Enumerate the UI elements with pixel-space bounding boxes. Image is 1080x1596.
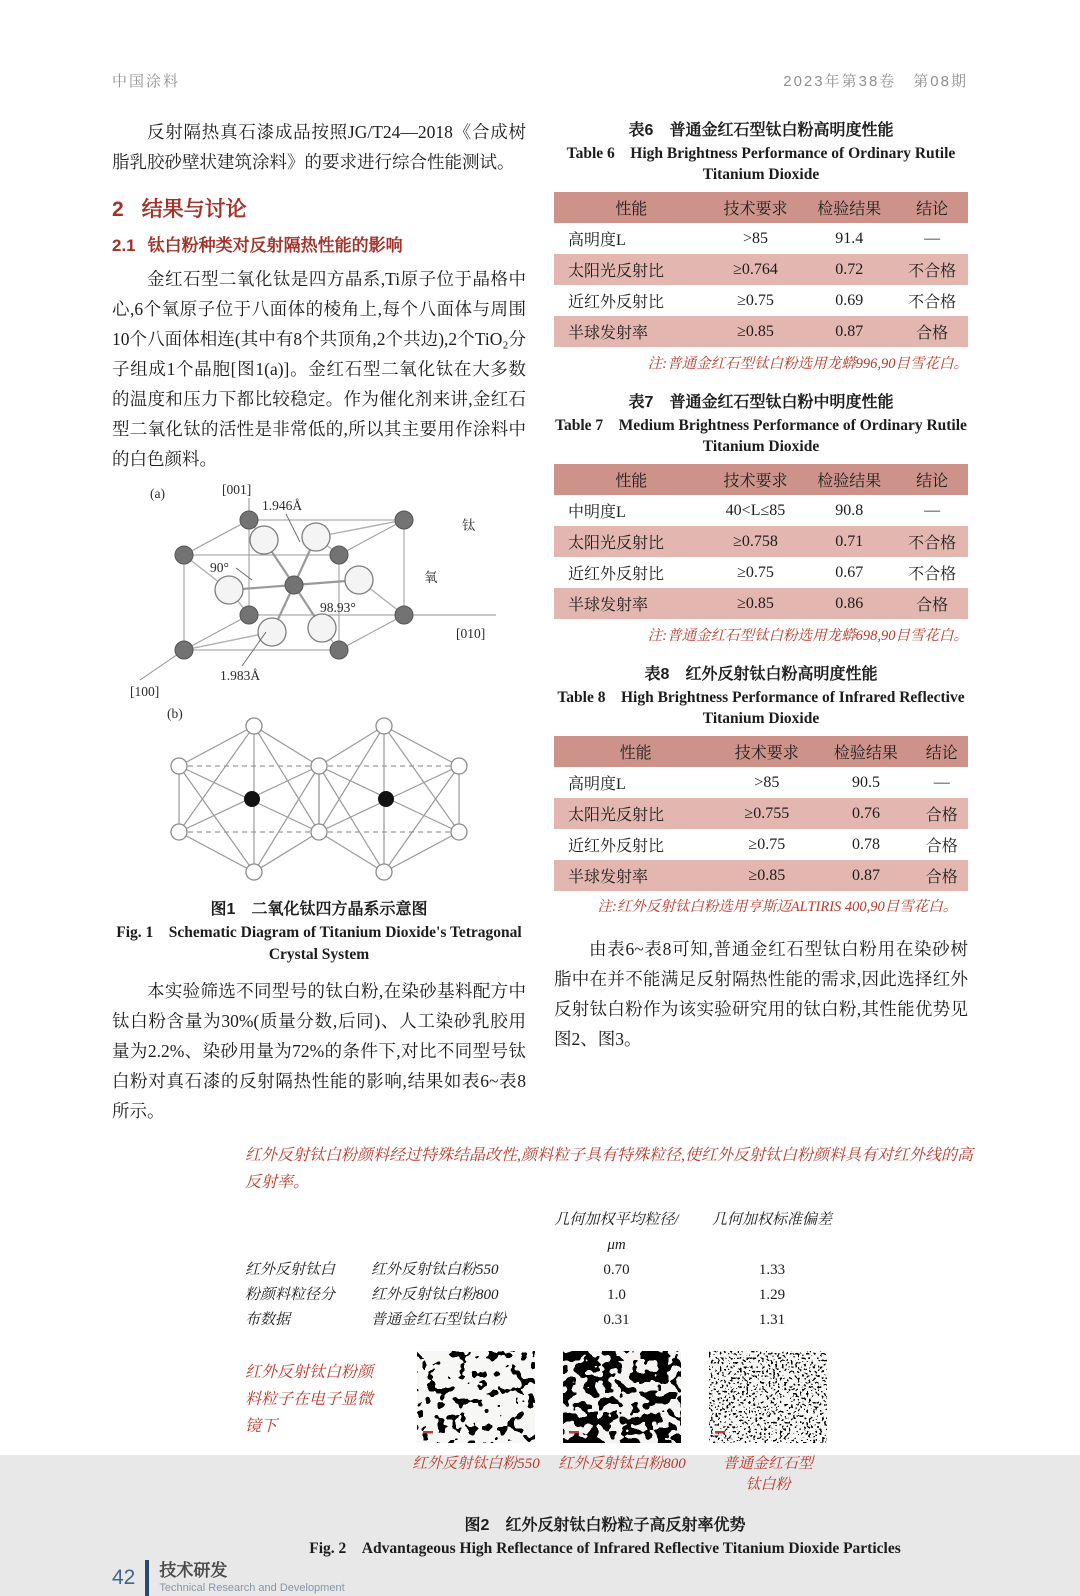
- table7-title-en: Table 7 Medium Brightness Performance of Ordinary Rutile Titanium Dioxide: [555, 417, 967, 455]
- paragraph-intro: 反射隔热真石漆成品按照JG/T24—2018《合成树脂乳胶砂壁状建筑涂料》的要求进行综合性能测试。: [112, 122, 526, 172]
- cell: 合格: [916, 597, 949, 614]
- fig1b-label: (b): [167, 706, 183, 721]
- psd-col2-header: 几何加权标准偏差: [711, 1212, 832, 1228]
- axis-001-label: [001]: [222, 482, 252, 497]
- cell: 0.76: [851, 804, 880, 822]
- cell: —: [924, 501, 941, 519]
- psd-value: 1.33: [758, 1262, 786, 1278]
- table8: [554, 736, 968, 891]
- cell: 太阳光反射比: [568, 535, 665, 552]
- fig1b-octahedra-diagram: [149, 702, 489, 888]
- cell: 0.71: [835, 532, 864, 550]
- cell: 0.87: [835, 322, 864, 340]
- cell: 合格: [925, 869, 958, 886]
- micrograph-item: [557, 1351, 687, 1475]
- table-row: [554, 495, 968, 526]
- cell: 合格: [925, 838, 958, 855]
- cell: 91.4: [835, 229, 864, 247]
- cell: 90.8: [835, 501, 864, 519]
- figure1-caption-en: Fig. 1 Schematic Diagram of Titanium Dioxide's Tetragonal Crystal System: [116, 924, 522, 963]
- fig2-red-annotation: 红外反射钛白粉颜料经过特殊结晶改性,颜料粒子具有特殊粒径,使红外反射钛白粉颜料具有对红外线的高反射率。: [245, 1147, 974, 1191]
- cell: 0.86: [835, 594, 864, 612]
- figure2-caption-cn: 图2 红外反射钛白粉粒子高反射率优势: [464, 1517, 746, 1534]
- table-row: [554, 767, 968, 798]
- journal-name: 中国涂料: [112, 73, 181, 90]
- cell: 90.5: [851, 773, 880, 791]
- table8-block: [554, 661, 968, 918]
- paragraph-experiment: 本实验筛选不同型号的钛白粉,在染砂基料配方中钛白粉含量为30%(质量分数,后同)、人工染砂乳胶用量为2.2%、染砂用量为72%的条件下,对比不同型号钛白粉对真石漆的反射隔热性能的影响,结果如表6~表8所示。: [112, 981, 526, 1121]
- figure1-caption: [112, 896, 526, 966]
- table-row: [554, 557, 968, 588]
- table-row: [554, 316, 968, 347]
- table8-title-cn: 表8 红外反射钛白粉高明度性能: [644, 666, 878, 683]
- cell: 太阳光反射比: [568, 263, 665, 280]
- col-header: 结论: [896, 464, 968, 495]
- cell: —: [933, 773, 950, 791]
- fig1a-crystal-diagram: [124, 480, 514, 702]
- cell: ≥0.85: [737, 322, 774, 340]
- micrograph-item: [703, 1351, 833, 1496]
- cell: 0.69: [835, 291, 864, 309]
- col-header: 结论: [896, 192, 968, 223]
- micrograph-caption: 红外反射钛白粉800: [558, 1456, 686, 1472]
- cell: —: [924, 229, 941, 247]
- cell: 近红外反射比: [568, 838, 665, 855]
- table7-title-cn: 表7 普通金红石型钛白粉中明度性能: [628, 394, 894, 411]
- paragraph-conclusion: 由表6~表8可知,普通金红石型钛白粉用在染砂树脂中在并不能满足反射隔热性能的需求,因此选择红外反射钛白粉作为该实验研究用的钛白粉,其性能优势见图2、图3。: [554, 939, 968, 1049]
- cell: 近红外反射比: [568, 566, 665, 583]
- psd-sample: 红外反射钛白粉800: [371, 1287, 499, 1303]
- axis-010-label: [010]: [456, 626, 486, 641]
- table-row: [554, 588, 968, 619]
- footer-section-en: Technical Research and Development: [159, 1582, 345, 1594]
- cell: ≥0.758: [733, 532, 778, 550]
- cell: >85: [754, 773, 780, 791]
- micrograph-item: [411, 1351, 541, 1475]
- two-column-body: [112, 117, 968, 1128]
- cell: 不合格: [908, 263, 957, 280]
- cell: 0.72: [835, 260, 864, 278]
- cell: 不合格: [908, 294, 957, 311]
- section-number: 2: [112, 198, 124, 221]
- figure2-caption: [185, 1512, 1025, 1560]
- table7: [554, 464, 968, 619]
- cell: 半球发射率: [568, 869, 649, 886]
- psd-value: 0.31: [603, 1312, 630, 1328]
- figure-2-block: [245, 1142, 975, 1560]
- micrograph-caption: 红外反射钛白粉550: [412, 1456, 540, 1472]
- psd-sample: 普通金红石型钛白粉: [371, 1312, 507, 1328]
- psd-group-label: 红外反射钛白粉颜料粒径分布数据: [245, 1262, 336, 1328]
- oxygen-atom-label: 氧: [424, 570, 438, 585]
- psd-sample: 红外反射钛白粉550: [371, 1262, 499, 1278]
- left-column: [112, 117, 526, 1128]
- col-header: 技术要求: [717, 736, 816, 767]
- cell: 半球发射率: [568, 597, 649, 614]
- table7-note: 注:普通金红石型钛白粉选用龙蟒698,90目雪花白。: [647, 628, 968, 644]
- table6-header-row: [554, 192, 968, 223]
- col-header: 检验结果: [802, 464, 896, 495]
- table8-note: 注:红外反射钛白粉选用亨斯迈ALTIRIS 400,90目雪花白。: [597, 899, 958, 915]
- figure2-caption-en: Fig. 2 Advantageous High Reflectance of Infrared Reflective Titanium Dioxide Particles: [309, 1540, 901, 1557]
- cell: 合格: [925, 807, 958, 824]
- table-row: [554, 526, 968, 557]
- cell: 不合格: [908, 566, 957, 583]
- sem-image-550: [417, 1351, 535, 1443]
- table-row: [554, 285, 968, 316]
- cell: 40<L≤85: [725, 501, 786, 519]
- figure-1: [112, 480, 526, 966]
- micrograph-caption: 普通金红石型钛白粉: [722, 1456, 813, 1493]
- cell: 高明度L: [568, 776, 626, 793]
- col-header: 性能: [554, 464, 709, 495]
- cell: ≥0.75: [737, 563, 774, 581]
- cell: 0.67: [835, 563, 864, 581]
- page-footer: [112, 1560, 968, 1596]
- col-header: 检验结果: [802, 192, 896, 223]
- cell: 近红外反射比: [568, 294, 665, 311]
- subsection-title: 钛白粉种类对反射隔热性能的影响: [147, 236, 403, 255]
- col-header: 技术要求: [709, 464, 803, 495]
- table6-title-cn: 表6 普通金红石型钛白粉高明度性能: [628, 122, 894, 139]
- table-row: [554, 798, 968, 829]
- table7-block: [554, 389, 968, 645]
- cell: ≥0.764: [733, 260, 778, 278]
- page-number: 42: [112, 1566, 136, 1589]
- subsection-number: 2.1: [112, 236, 136, 255]
- cell: 0.78: [851, 835, 880, 853]
- table6-block: [554, 117, 968, 373]
- cell: ≥0.755: [744, 804, 790, 822]
- bond-length-1946-label: 1.946Å: [262, 498, 303, 513]
- angle-9893-label: 98.93°: [320, 600, 356, 615]
- table8-title-en: Table 8 High Brightness Performance of Infrared Reflective Titanium Dioxide: [557, 689, 965, 727]
- col-header: 性能: [554, 736, 717, 767]
- table-row: [554, 829, 968, 860]
- ti-center-left: [244, 791, 260, 807]
- titanium-atom-label: 钛: [462, 518, 476, 533]
- footer-section-cn: 技术研发: [159, 1561, 228, 1580]
- cell: ≥0.75: [748, 835, 786, 853]
- right-column: [554, 117, 968, 1128]
- psd-value: 1.31: [758, 1312, 786, 1328]
- table6: [554, 192, 968, 347]
- psd-value: 1.29: [758, 1287, 786, 1303]
- page-header: [112, 70, 968, 91]
- cell: 高明度L: [568, 232, 626, 249]
- cell: 中明度L: [568, 504, 626, 521]
- section-heading-2: [112, 193, 526, 223]
- col-header: 结论: [916, 736, 969, 767]
- cell: 不合格: [908, 535, 957, 552]
- axis-100-label: [100]: [130, 684, 160, 699]
- cell: ≥0.85: [748, 866, 786, 884]
- table-row: [554, 254, 968, 285]
- cell: 0.87: [851, 866, 880, 884]
- table-row: [554, 860, 968, 891]
- bond-length-1983-label: 1.983Å: [220, 668, 261, 683]
- table7-header-row: [554, 464, 968, 495]
- table6-title-en: Table 6 High Brightness Performance of Ordinary Rutile Titanium Dioxide: [566, 145, 956, 183]
- ti-center-right: [378, 791, 394, 807]
- sem-image-ordinary: [709, 1351, 827, 1443]
- fig1a-label: (a): [150, 486, 165, 501]
- psd-col1-header: 几何加权平均粒径/μm: [554, 1212, 679, 1253]
- psd-value: 1.0: [607, 1287, 626, 1303]
- section-title: 结果与讨论: [141, 198, 247, 221]
- col-header: 技术要求: [709, 192, 803, 223]
- issue-info: 2023年第38卷 第08期: [783, 73, 968, 90]
- footer-bar: [145, 1560, 149, 1596]
- paragraph-rutile: 金红石型二氧化钛是四方晶系,Ti原子位于晶格中心,6个氧原子位于八面体的棱角上,每个八面体与周围10个八面体相连(其中有8个共顶角,2个共边),2个TiO₂分子组成1个晶胞[图1(a)]。金红石型二氧化钛在大多数的温度和压力下都比较稳定。作为催化剂来讲,金红石型二氧化钛的活性是非常低的,所以其主要用作涂料中的白色颜料。: [112, 269, 526, 469]
- col-header: 性能: [554, 192, 709, 223]
- micrograph-label: 红外反射钛白粉颜料粒子在电子显微镜下: [245, 1364, 374, 1435]
- sem-image-800: [563, 1351, 681, 1443]
- cell: >85: [742, 229, 768, 247]
- table6-note: 注:普通金红石型钛白粉选用龙蟒996,90目雪花白。: [647, 356, 968, 372]
- micrograph-row: [245, 1351, 975, 1496]
- angle-90-label: 90°: [210, 560, 229, 575]
- table-row: [554, 223, 968, 254]
- table8-header-row: [554, 736, 968, 767]
- cell: ≥0.75: [737, 291, 774, 309]
- cell: 合格: [916, 325, 949, 342]
- cell: ≥0.85: [737, 594, 774, 612]
- col-header: 检验结果: [816, 736, 915, 767]
- cell: 半球发射率: [568, 325, 649, 342]
- subsection-heading-2-1: [112, 231, 526, 256]
- cell: 太阳光反射比: [568, 807, 665, 824]
- psd-value: 0.70: [603, 1262, 630, 1278]
- particle-size-table: [245, 1208, 975, 1333]
- figure1-caption-cn: 图1 二氧化钛四方晶系示意图: [210, 901, 428, 918]
